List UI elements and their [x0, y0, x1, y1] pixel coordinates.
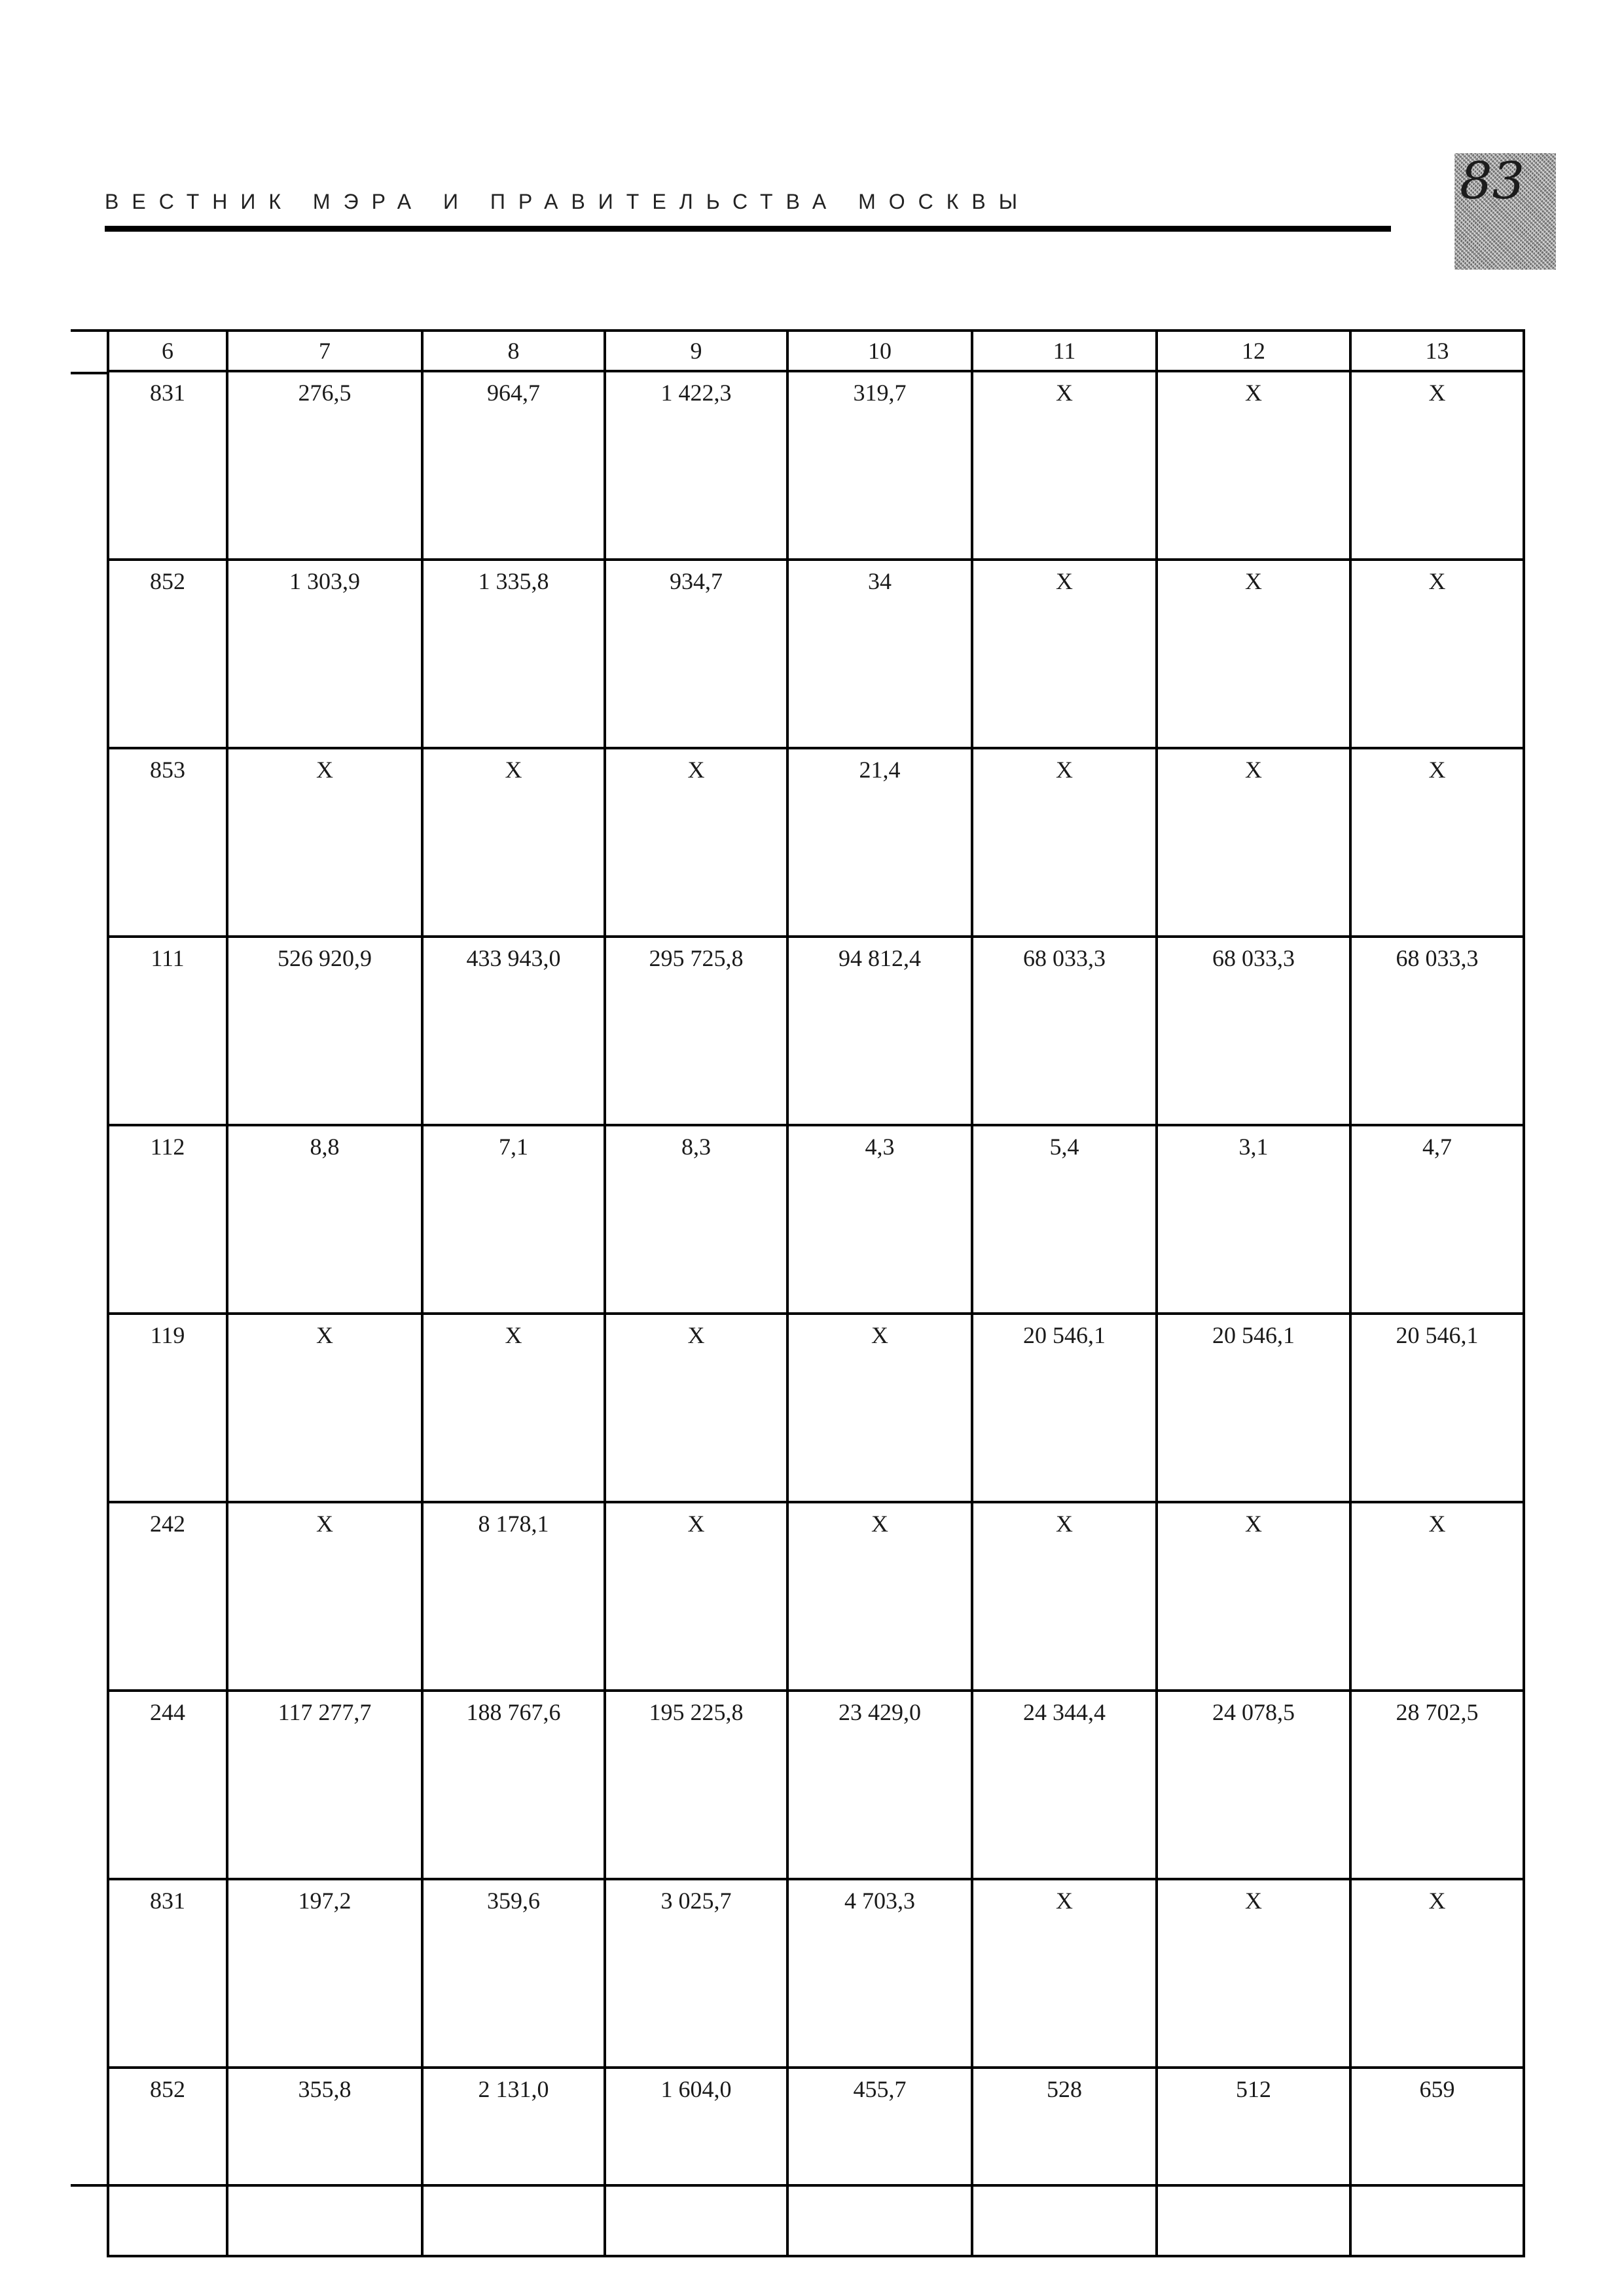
- table-cell: 20 546,1: [1350, 1314, 1524, 1502]
- table-row: [108, 1879, 1524, 2068]
- table-cell: 319,7: [787, 371, 972, 560]
- table-cell: 8 178,1: [422, 1502, 605, 1691]
- table-cell: X: [1157, 1502, 1350, 1691]
- table-cell: X: [972, 1879, 1157, 2068]
- table-cell: 24 344,4: [972, 1691, 1157, 1879]
- header-rule: [105, 226, 1391, 232]
- table-cell: X: [227, 1502, 422, 1691]
- table-cell: 68 033,3: [972, 937, 1157, 1125]
- table-cell: 94 812,4: [787, 937, 972, 1125]
- table-cell: X: [972, 560, 1157, 748]
- column-header: 10: [787, 331, 972, 371]
- table-cell: X: [422, 1314, 605, 1502]
- table-cell: X: [1157, 371, 1350, 560]
- table-row: [108, 371, 1524, 560]
- table-cell: X: [1350, 371, 1524, 560]
- table-cell: 20 546,1: [972, 1314, 1157, 1502]
- table-cell: X: [787, 1314, 972, 1502]
- table-cell: 852: [108, 2068, 227, 2256]
- table-cell: X: [605, 748, 787, 937]
- table-cell: 3,1: [1157, 1125, 1350, 1314]
- table-cell: 8,3: [605, 1125, 787, 1314]
- table-cell: X: [787, 1502, 972, 1691]
- table-cell: X: [1157, 1879, 1350, 2068]
- table-header-row: [108, 331, 1524, 371]
- table-cell: 20 546,1: [1157, 1314, 1350, 1502]
- table-cell: 195 225,8: [605, 1691, 787, 1879]
- table-row: [108, 1691, 1524, 1879]
- table-cell: 68 033,3: [1350, 937, 1524, 1125]
- left-margin-stub: [71, 372, 109, 374]
- table-cell: 3 025,7: [605, 1879, 787, 2068]
- table-cell: 455,7: [787, 2068, 972, 2256]
- table-row: [108, 2068, 1524, 2256]
- table-cell: 7,1: [422, 1125, 605, 1314]
- table-cell: 23 429,0: [787, 1691, 972, 1879]
- table-cell: 188 767,6: [422, 1691, 605, 1879]
- table-cell: 831: [108, 371, 227, 560]
- table-cell: 355,8: [227, 2068, 422, 2256]
- journal-title: ВЕСТНИК МЭРА И ПРАВИТЕЛЬСТВА МОСКВЫ: [105, 190, 1031, 213]
- table-cell: 276,5: [227, 371, 422, 560]
- column-header: 11: [972, 331, 1157, 371]
- table-cell: 528: [972, 2068, 1157, 2256]
- table-cell: 1 303,9: [227, 560, 422, 748]
- table-cell: 111: [108, 937, 227, 1125]
- table-cell: X: [605, 1314, 787, 1502]
- column-header: 9: [605, 331, 787, 371]
- table-cell: 1 422,3: [605, 371, 787, 560]
- page-number-badge: [1454, 153, 1556, 270]
- table-cell: 112: [108, 1125, 227, 1314]
- table-cell: 4,7: [1350, 1125, 1524, 1314]
- table-cell: X: [1350, 560, 1524, 748]
- table-cell: 4,3: [787, 1125, 972, 1314]
- table-cell: 242: [108, 1502, 227, 1691]
- bottom-rule: [71, 2184, 1525, 2187]
- column-header: 8: [422, 331, 605, 371]
- table-cell: X: [227, 748, 422, 937]
- table-row: [108, 937, 1524, 1125]
- table-cell: 34: [787, 560, 972, 748]
- table-cell: 117 277,7: [227, 1691, 422, 1879]
- table-row: [108, 1125, 1524, 1314]
- table-cell: 2 131,0: [422, 2068, 605, 2256]
- table-cell: 8,8: [227, 1125, 422, 1314]
- column-header: 13: [1350, 331, 1524, 371]
- table-row: [108, 1502, 1524, 1691]
- table-cell: 359,6: [422, 1879, 605, 2068]
- table-cell: 119: [108, 1314, 227, 1502]
- table-cell: 5,4: [972, 1125, 1157, 1314]
- table-cell: X: [1157, 560, 1350, 748]
- left-margin-stub: [71, 329, 109, 332]
- table-row: [108, 748, 1524, 937]
- table-cell: 197,2: [227, 1879, 422, 2068]
- table-cell: 659: [1350, 2068, 1524, 2256]
- table-cell: X: [972, 371, 1157, 560]
- table-cell: X: [972, 748, 1157, 937]
- table-cell: X: [1350, 1502, 1524, 1691]
- journal-header: [105, 190, 1391, 214]
- table-cell: 934,7: [605, 560, 787, 748]
- table-cell: 244: [108, 1691, 227, 1879]
- table-cell: 964,7: [422, 371, 605, 560]
- table-cell: 1 335,8: [422, 560, 605, 748]
- table-cell: 4 703,3: [787, 1879, 972, 2068]
- page-number: 83: [1460, 153, 1525, 211]
- table-cell: 526 920,9: [227, 937, 422, 1125]
- table-cell: 24 078,5: [1157, 1691, 1350, 1879]
- table-cell: 28 702,5: [1350, 1691, 1524, 1879]
- table-cell: X: [227, 1314, 422, 1502]
- table-cell: 295 725,8: [605, 937, 787, 1125]
- table-cell: 831: [108, 1879, 227, 2068]
- data-table: [107, 329, 1525, 2257]
- table-cell: X: [1350, 1879, 1524, 2068]
- column-header: 7: [227, 331, 422, 371]
- table-cell: 853: [108, 748, 227, 937]
- table-cell: 21,4: [787, 748, 972, 937]
- table-cell: X: [422, 748, 605, 937]
- table-cell: 433 943,0: [422, 937, 605, 1125]
- table-cell: 1 604,0: [605, 2068, 787, 2256]
- table-cell: X: [1157, 748, 1350, 937]
- column-header: 6: [108, 331, 227, 371]
- table-cell: X: [1350, 748, 1524, 937]
- table-row: [108, 1314, 1524, 1502]
- table-cell: 68 033,3: [1157, 937, 1350, 1125]
- table-cell: 512: [1157, 2068, 1350, 2256]
- table-cell: 852: [108, 560, 227, 748]
- table-cell: X: [972, 1502, 1157, 1691]
- column-header: 12: [1157, 331, 1350, 371]
- table-cell: X: [605, 1502, 787, 1691]
- table-row: [108, 560, 1524, 748]
